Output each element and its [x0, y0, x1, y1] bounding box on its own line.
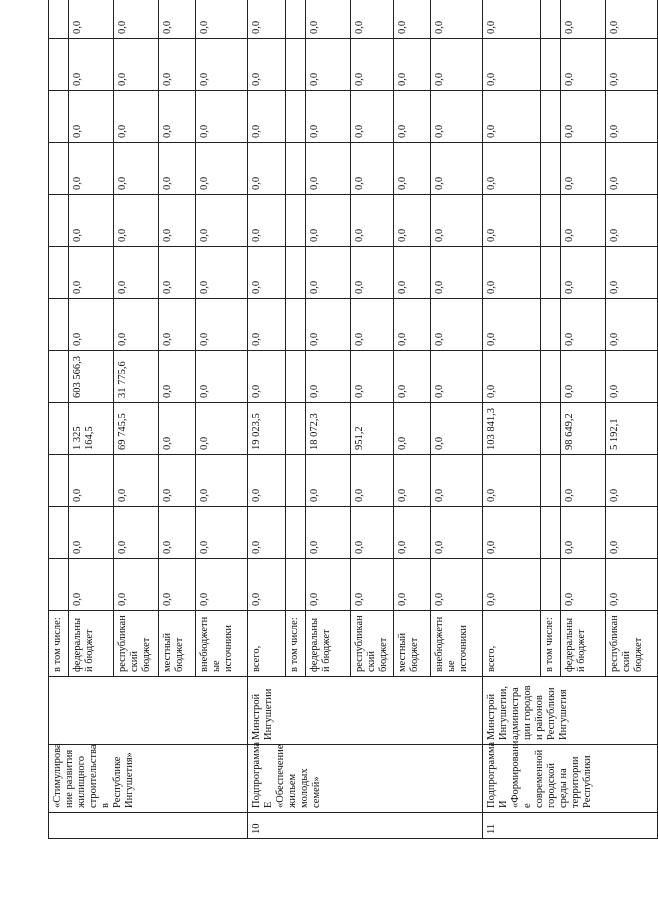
value-cell: 0,0: [431, 351, 483, 403]
value-cell: 0,0: [606, 143, 658, 195]
value-cell: [286, 403, 306, 455]
value-cell: 0,0: [248, 559, 286, 611]
value-cell: 0,0: [394, 0, 431, 39]
value-cell: 0,0: [483, 195, 541, 247]
value-cell: [541, 247, 561, 299]
value-cell: 0,0: [69, 455, 114, 507]
value-cell: 0,0: [159, 143, 196, 195]
value-cell: 603 566,3: [69, 351, 114, 403]
value-cell: 0,0: [561, 143, 606, 195]
value-cell: 0,0: [306, 39, 351, 91]
value-cell: [541, 39, 561, 91]
value-cell: 5 192,1: [606, 403, 658, 455]
value-cell: [541, 403, 561, 455]
value-cell: 0,0: [114, 39, 159, 91]
value-cell: 0,0: [431, 507, 483, 559]
value-cell: [49, 195, 69, 247]
funding-source: в том числе:: [541, 611, 561, 677]
value-cell: 0,0: [306, 0, 351, 39]
value-cell: [286, 143, 306, 195]
value-cell: 0,0: [483, 507, 541, 559]
table-row: [49, 0, 69, 839]
value-cell: 0,0: [606, 0, 658, 39]
value-cell: 0,0: [606, 507, 658, 559]
value-cell: 0,0: [351, 91, 394, 143]
value-cell: 0,0: [69, 559, 114, 611]
value-cell: 0,0: [431, 403, 483, 455]
funding-source: внебюджетн ые источники: [196, 611, 248, 677]
value-cell: 0,0: [248, 195, 286, 247]
table-row: [483, 0, 541, 839]
value-cell: 0,0: [159, 299, 196, 351]
value-cell: [49, 247, 69, 299]
value-cell: [286, 455, 306, 507]
value-cell: [49, 0, 69, 39]
value-cell: 0,0: [394, 143, 431, 195]
value-cell: 103 841,3: [483, 403, 541, 455]
budget-table: [48, 0, 658, 839]
executor: Минстрой Ингушетии, администра ции городов и районов Республики Ингушетия: [483, 677, 658, 745]
value-cell: 0,0: [196, 143, 248, 195]
value-cell: 0,0: [394, 351, 431, 403]
value-cell: [541, 559, 561, 611]
program-name: «Стимулирова ние развития жилищного строительства в Республике Ингушетия»: [49, 745, 248, 813]
value-cell: 0,0: [114, 91, 159, 143]
value-cell: 0,0: [483, 455, 541, 507]
value-cell: 0,0: [431, 455, 483, 507]
value-cell: [286, 91, 306, 143]
value-cell: 0,0: [69, 507, 114, 559]
value-cell: 0,0: [114, 0, 159, 39]
value-cell: [286, 0, 306, 39]
value-cell: 0,0: [114, 143, 159, 195]
value-cell: 0,0: [196, 455, 248, 507]
value-cell: 0,0: [306, 91, 351, 143]
funding-source: в том числе:: [49, 611, 69, 677]
value-cell: [541, 507, 561, 559]
value-cell: 0,0: [248, 0, 286, 39]
value-cell: 0,0: [561, 507, 606, 559]
value-cell: [49, 351, 69, 403]
value-cell: 0,0: [351, 143, 394, 195]
value-cell: [49, 455, 69, 507]
value-cell: 18 072,3: [306, 403, 351, 455]
value-cell: 0,0: [159, 0, 196, 39]
value-cell: 0,0: [114, 507, 159, 559]
value-cell: 0,0: [351, 195, 394, 247]
value-cell: [541, 299, 561, 351]
table-body: [49, 0, 658, 839]
value-cell: 0,0: [196, 559, 248, 611]
executor: Минстрой Ингушетии: [248, 677, 483, 745]
funding-source: местный бюджет: [159, 611, 196, 677]
value-cell: 0,0: [69, 299, 114, 351]
value-cell: 0,0: [196, 195, 248, 247]
value-cell: [286, 299, 306, 351]
funding-source: местный бюджет: [394, 611, 431, 677]
value-cell: 0,0: [159, 403, 196, 455]
value-cell: 0,0: [561, 0, 606, 39]
value-cell: 31 775,6: [114, 351, 159, 403]
value-cell: 0,0: [431, 559, 483, 611]
value-cell: 0,0: [431, 299, 483, 351]
value-cell: 19 023,5: [248, 403, 286, 455]
value-cell: [541, 0, 561, 39]
value-cell: 0,0: [248, 91, 286, 143]
value-cell: 0,0: [159, 351, 196, 403]
value-cell: 0,0: [561, 455, 606, 507]
value-cell: [541, 195, 561, 247]
value-cell: 0,0: [196, 351, 248, 403]
value-cell: 0,0: [606, 195, 658, 247]
value-cell: 0,0: [394, 559, 431, 611]
value-cell: 0,0: [483, 39, 541, 91]
value-cell: 0,0: [351, 351, 394, 403]
value-cell: 0,0: [196, 507, 248, 559]
value-cell: 0,0: [606, 351, 658, 403]
value-cell: 0,0: [114, 299, 159, 351]
value-cell: 0,0: [394, 247, 431, 299]
value-cell: 0,0: [606, 559, 658, 611]
value-cell: 0,0: [351, 299, 394, 351]
value-cell: 0,0: [306, 559, 351, 611]
value-cell: 0,0: [248, 455, 286, 507]
value-cell: 0,0: [483, 559, 541, 611]
value-cell: 0,0: [351, 507, 394, 559]
row-number: 10: [248, 813, 483, 839]
value-cell: 0,0: [69, 0, 114, 39]
value-cell: 0,0: [196, 39, 248, 91]
funding-source: внебюджетн ые источники: [431, 611, 483, 677]
value-cell: 0,0: [248, 351, 286, 403]
funding-source: федеральны й бюджет: [561, 611, 606, 677]
value-cell: 0,0: [561, 559, 606, 611]
value-cell: 98 649,2: [561, 403, 606, 455]
funding-source: всего,: [483, 611, 541, 677]
value-cell: [286, 351, 306, 403]
value-cell: 0,0: [561, 299, 606, 351]
value-cell: 0,0: [114, 195, 159, 247]
value-cell: 0,0: [306, 351, 351, 403]
value-cell: 0,0: [159, 195, 196, 247]
funding-source: республикан ский бюджет: [606, 611, 658, 677]
value-cell: 0,0: [606, 299, 658, 351]
value-cell: [541, 455, 561, 507]
value-cell: 0,0: [394, 91, 431, 143]
value-cell: 0,0: [394, 195, 431, 247]
value-cell: [49, 559, 69, 611]
value-cell: 0,0: [483, 351, 541, 403]
value-cell: 1 325 164,5: [69, 403, 114, 455]
value-cell: [286, 247, 306, 299]
value-cell: 0,0: [159, 559, 196, 611]
value-cell: 0,0: [561, 247, 606, 299]
row-number: [49, 813, 248, 839]
value-cell: [541, 91, 561, 143]
value-cell: 0,0: [196, 247, 248, 299]
value-cell: 0,0: [69, 91, 114, 143]
value-cell: 0,0: [248, 247, 286, 299]
executor: [49, 677, 248, 745]
value-cell: [286, 559, 306, 611]
value-cell: 0,0: [306, 299, 351, 351]
value-cell: 0,0: [248, 143, 286, 195]
value-cell: 0,0: [483, 91, 541, 143]
value-cell: 0,0: [431, 195, 483, 247]
value-cell: 0,0: [248, 39, 286, 91]
value-cell: 0,0: [606, 39, 658, 91]
value-cell: 69 745,5: [114, 403, 159, 455]
value-cell: 0,0: [351, 247, 394, 299]
value-cell: 0,0: [351, 0, 394, 39]
row-number: 11: [483, 813, 658, 839]
value-cell: 0,0: [431, 247, 483, 299]
value-cell: [541, 143, 561, 195]
value-cell: 0,0: [483, 299, 541, 351]
value-cell: 0,0: [196, 403, 248, 455]
value-cell: 0,0: [431, 91, 483, 143]
value-cell: 0,0: [561, 91, 606, 143]
value-cell: 0,0: [69, 247, 114, 299]
value-cell: 0,0: [196, 0, 248, 39]
value-cell: 0,0: [159, 455, 196, 507]
value-cell: [541, 351, 561, 403]
value-cell: [49, 403, 69, 455]
funding-source: в том числе:: [286, 611, 306, 677]
value-cell: 0,0: [483, 0, 541, 39]
value-cell: 0,0: [483, 247, 541, 299]
value-cell: 0,0: [306, 455, 351, 507]
value-cell: 0,0: [306, 195, 351, 247]
value-cell: 0,0: [394, 299, 431, 351]
value-cell: 0,0: [306, 507, 351, 559]
value-cell: 0,0: [483, 143, 541, 195]
value-cell: 0,0: [248, 507, 286, 559]
value-cell: 0,0: [351, 455, 394, 507]
value-cell: 0,0: [606, 91, 658, 143]
value-cell: 0,0: [431, 0, 483, 39]
value-cell: 0,0: [394, 403, 431, 455]
table-row: [248, 0, 286, 839]
value-cell: 0,0: [114, 559, 159, 611]
value-cell: [286, 195, 306, 247]
value-cell: 0,0: [114, 247, 159, 299]
value-cell: 0,0: [159, 247, 196, 299]
value-cell: 0,0: [69, 195, 114, 247]
value-cell: [49, 143, 69, 195]
value-cell: 0,0: [606, 455, 658, 507]
value-cell: 0,0: [394, 455, 431, 507]
value-cell: 0,0: [69, 143, 114, 195]
value-cell: 0,0: [196, 299, 248, 351]
value-cell: 0,0: [561, 351, 606, 403]
value-cell: 0,0: [351, 559, 394, 611]
value-cell: 0,0: [69, 39, 114, 91]
value-cell: 0,0: [114, 455, 159, 507]
value-cell: [286, 507, 306, 559]
value-cell: [49, 299, 69, 351]
value-cell: 0,0: [196, 91, 248, 143]
value-cell: [49, 91, 69, 143]
funding-source: всего,: [248, 611, 286, 677]
value-cell: [49, 39, 69, 91]
value-cell: [49, 507, 69, 559]
funding-source: республикан ский бюджет: [351, 611, 394, 677]
value-cell: 0,0: [394, 507, 431, 559]
value-cell: 0,0: [561, 39, 606, 91]
value-cell: 0,0: [159, 39, 196, 91]
value-cell: 951,2: [351, 403, 394, 455]
value-cell: 0,0: [159, 91, 196, 143]
value-cell: 0,0: [431, 39, 483, 91]
value-cell: 0,0: [306, 247, 351, 299]
value-cell: 0,0: [606, 247, 658, 299]
value-cell: 0,0: [431, 143, 483, 195]
value-cell: 0,0: [394, 39, 431, 91]
funding-source: республикан ский бюджет: [114, 611, 159, 677]
funding-source: федеральны й бюджет: [69, 611, 114, 677]
value-cell: 0,0: [351, 39, 394, 91]
value-cell: 0,0: [561, 195, 606, 247]
value-cell: 0,0: [248, 299, 286, 351]
program-name: Подпрограмма Е «Обеспечение жильем молодых семей»: [248, 745, 483, 813]
value-cell: 0,0: [306, 143, 351, 195]
funding-source: федеральны й бюджет: [306, 611, 351, 677]
program-name: Подпрограмма И «Формировани е современной городской среды на территории Республики: [483, 745, 658, 813]
value-cell: 0,0: [159, 507, 196, 559]
value-cell: [286, 39, 306, 91]
rotated-page: [48, 9, 644, 839]
